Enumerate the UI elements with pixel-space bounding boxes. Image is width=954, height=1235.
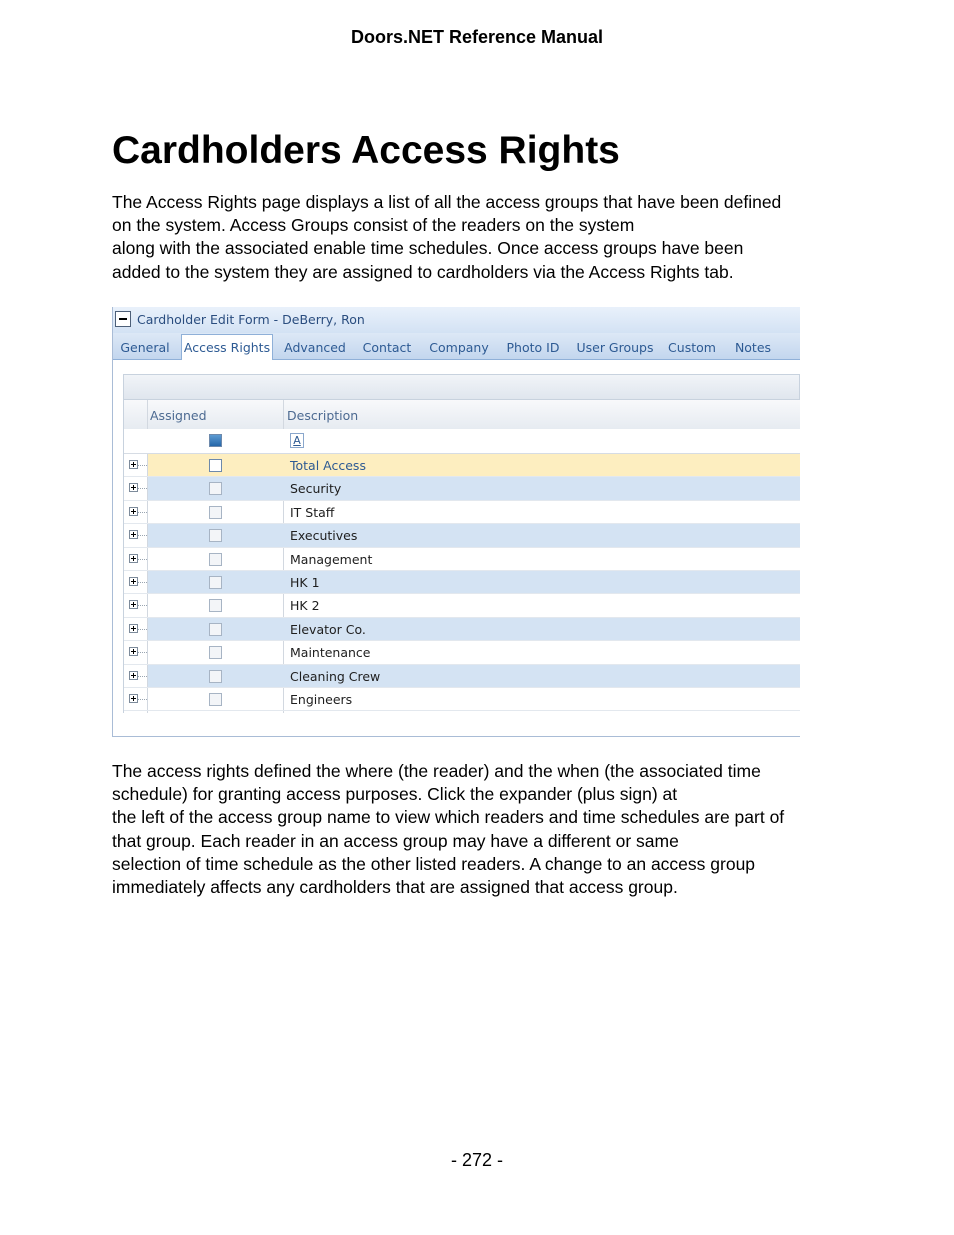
table-row[interactable]: [124, 477, 800, 500]
intro-line: The Access Rights page displays a list of all the access groups that have been defined: [112, 192, 782, 212]
row-background: [148, 594, 800, 616]
row-background: [148, 641, 800, 663]
expander-plus-icon[interactable]: [129, 577, 138, 586]
assigned-checkbox[interactable]: [209, 482, 222, 495]
tree-line: [138, 582, 147, 583]
table-row[interactable]: [124, 688, 800, 711]
tab-access-rights[interactable]: Access Rights: [181, 334, 273, 360]
tree-line: [138, 652, 147, 653]
column-header-assigned[interactable]: Assigned: [150, 408, 207, 423]
tab-content: [113, 360, 800, 736]
access-group-name: Executives: [290, 528, 358, 544]
tree-line: [138, 605, 147, 606]
page-number: - 272 -: [450, 1150, 504, 1170]
tab-contact[interactable]: Contact: [362, 340, 412, 355]
expander-plus-icon[interactable]: [129, 600, 138, 609]
table-row[interactable]: [124, 501, 800, 524]
intro-line: along with the associated enable time schedules. Once access groups have been: [112, 238, 744, 259]
table-row[interactable]: [124, 548, 800, 571]
table-row[interactable]: [124, 594, 800, 617]
cardholder-edit-form-screenshot: [112, 307, 800, 737]
collapse-icon[interactable]: [115, 311, 131, 327]
filter-text-icon[interactable]: A: [290, 433, 304, 448]
table-row[interactable]: [124, 665, 800, 688]
row-background: [148, 477, 800, 499]
tree-line: [138, 465, 147, 466]
table-row[interactable]: [124, 454, 800, 477]
access-group-name: Total Access: [290, 458, 366, 473]
table-row[interactable]: [124, 571, 800, 594]
filter-checkbox[interactable]: [209, 434, 222, 447]
expander-plus-icon[interactable]: [129, 507, 138, 516]
grid-group-panel: [123, 374, 800, 400]
row-background: [148, 548, 800, 570]
outro-line: the left of the access group name to view which readers and time schedules are part of: [112, 807, 785, 828]
assigned-checkbox[interactable]: [209, 670, 222, 683]
access-group-name: Cleaning Crew: [290, 668, 381, 684]
expander-plus-icon[interactable]: [129, 624, 138, 633]
tab-strip: [113, 333, 800, 360]
grid-header: [124, 400, 800, 430]
tree-line: [138, 512, 147, 513]
row-background: [148, 454, 800, 476]
page-title: Cardholders Access Rights: [112, 129, 620, 172]
expander-plus-icon[interactable]: [129, 694, 138, 703]
assigned-checkbox[interactable]: [209, 599, 222, 612]
access-group-name: HK 1: [290, 575, 320, 590]
tree-line: [138, 559, 147, 560]
expander-plus-icon[interactable]: [129, 460, 138, 469]
row-background: [148, 524, 800, 546]
tree-line: [138, 629, 147, 630]
access-group-name: Security: [290, 481, 342, 497]
assigned-checkbox[interactable]: [209, 553, 222, 566]
intro-paragraph: [112, 191, 842, 284]
tab-notes[interactable]: Notes: [734, 340, 772, 355]
table-row[interactable]: [124, 524, 800, 547]
row-background: [148, 688, 800, 710]
filter-row: [124, 429, 800, 454]
expander-plus-icon[interactable]: [129, 671, 138, 680]
tab-general[interactable]: General: [120, 340, 170, 355]
tab-company[interactable]: Company: [429, 340, 489, 355]
expander-plus-icon[interactable]: [129, 530, 138, 539]
assigned-checkbox[interactable]: [209, 623, 222, 636]
assigned-checkbox[interactable]: [209, 506, 222, 519]
outro-line: selection of time schedule as the other listed readers. A change to an access group: [112, 853, 756, 874]
outro-line: The access rights defined the where (the reader) and the when (the associated time: [112, 761, 761, 781]
table-row[interactable]: [124, 618, 800, 641]
outro-line: schedule) for granting access purposes. Click the expander (plus sign) at: [112, 784, 678, 805]
running-header: Doors.NET Reference Manual: [350, 27, 604, 47]
tree-line: [138, 535, 147, 536]
assigned-checkbox[interactable]: [209, 576, 222, 589]
tree-line: [138, 488, 147, 489]
access-group-name: Management: [290, 551, 373, 567]
form-title: Cardholder Edit Form - DeBerry, Ron: [137, 312, 365, 327]
assigned-checkbox[interactable]: [209, 693, 222, 706]
tab-user-groups[interactable]: User Groups: [576, 340, 654, 355]
expander-plus-icon[interactable]: [129, 554, 138, 563]
tree-line: [138, 676, 147, 677]
assigned-checkbox[interactable]: [209, 646, 222, 659]
expander-plus-icon[interactable]: [129, 483, 138, 492]
outro-line: that group. Each reader in an access group may have a different or same: [112, 830, 679, 851]
column-header-description[interactable]: Description: [287, 408, 359, 423]
outro-line: immediately affects any cardholders that are assigned that access group.: [112, 877, 678, 898]
access-group-name: Maintenance: [290, 645, 371, 661]
assigned-checkbox[interactable]: [209, 459, 222, 472]
access-group-name: Engineers: [290, 692, 353, 707]
access-group-name: IT Staff: [290, 504, 335, 520]
assigned-checkbox[interactable]: [209, 529, 222, 542]
expander-plus-icon[interactable]: [129, 647, 138, 656]
outro-paragraph: [112, 760, 842, 899]
row-background: [148, 501, 800, 523]
access-group-name: Elevator Co.: [290, 621, 366, 637]
access-groups-grid: [123, 400, 800, 713]
form-titlebar: [113, 307, 800, 333]
tree-line: [138, 699, 147, 700]
row-background: [148, 665, 800, 687]
intro-line: added to the system they are assigned to cardholders via the Access Rights tab.: [112, 261, 734, 282]
access-group-name: HK 2: [290, 598, 320, 614]
row-background: [148, 571, 800, 593]
tab-custom[interactable]: Custom: [668, 340, 716, 355]
intro-line: on the system. Access Groups consist of the readers on the system: [112, 215, 635, 236]
tab-photo-id[interactable]: Photo ID: [506, 340, 560, 355]
tab-advanced[interactable]: Advanced: [284, 340, 346, 355]
table-row[interactable]: [124, 641, 800, 664]
row-background: [148, 618, 800, 640]
